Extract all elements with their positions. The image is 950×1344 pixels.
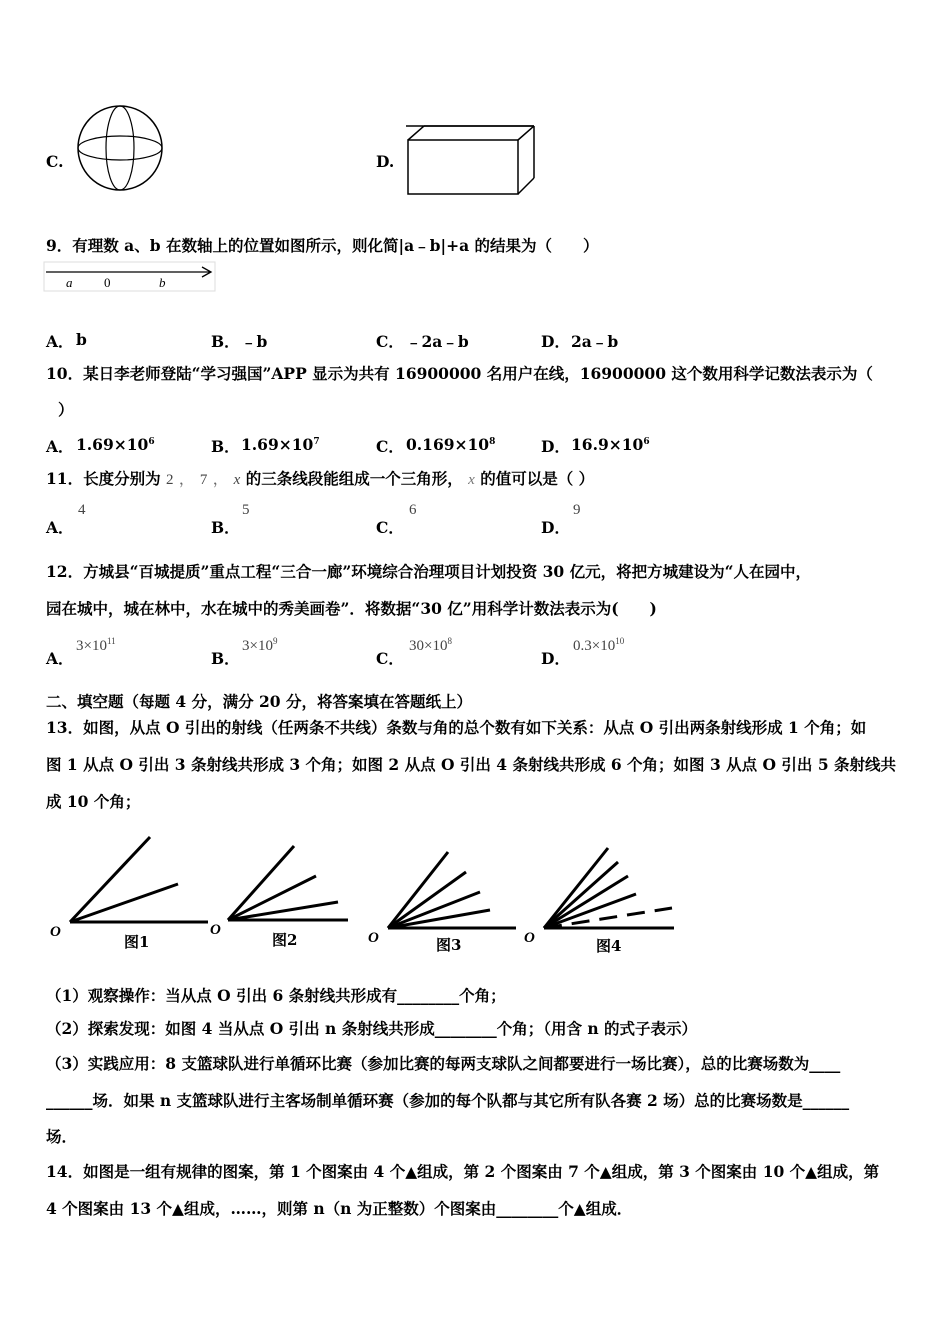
sphere-figure [76,104,164,192]
q11-option-c-label: C． [376,518,404,537]
q11-option-b-label: B． [211,518,240,537]
q11-var-1: x [233,472,241,488]
figure4-origin-label: O [524,930,535,946]
q11-option-d-label: D． [541,518,570,537]
q9-option-a-label: A． [46,332,74,351]
figure3-caption: 图3 [436,936,462,954]
q11-n2: 7 [199,472,208,488]
q13-stem-line3: 成 10 个角； [46,792,141,811]
q12-option-a-value: $3\times 10^{11}$ [76,636,116,654]
axis-label-b: b [159,275,166,290]
q11-text-a: 11．长度分别为 [46,469,161,488]
q10-option-c-value: $0.169\times 10^8$ [406,435,496,454]
q11-option-c-value: 6 [409,502,417,518]
q10-option-b-value: $1.69\times 10^7$ [241,435,320,454]
option-d-label: D. [376,152,395,171]
q12-option-a-label: A． [46,649,74,668]
q11-var-2: x [468,472,475,488]
q9-option-d-label: D． [541,332,570,351]
q10-stem-line1: 10．某日李老师登陆“学习强国”APP 显示为共有 16900000 名用户在线，16900000 这个数用科学记数法表示为（ [46,364,873,383]
q11-text-b: 的三条线段能组成一个三角形， [245,469,463,488]
q9-option-b-value: ﹣b [241,332,268,351]
q9-option-a-value: b [76,330,87,349]
rays-figure-4 [522,840,682,965]
figure2-caption: 图2 [272,931,298,949]
q12-stem-line1: 12．方城县“百城提质”重点工程“三合一廊”环境综合治理项目计划投资 30 亿元，将把方城建设为“人在园中， [46,562,812,581]
q11-n1: 2 [165,472,174,488]
q11-option-b-value: 5 [242,502,250,518]
figure1-origin-label: O [50,924,61,940]
q14-stem-line2: 4 个图案由 13 个▲组成，……，则第 n（n 为正整数）个图案由________个▲组成． [46,1199,633,1218]
q13-sub3-line1: （3）实践应用：8 支篮球队进行单循环比赛（参加比赛的每两支球队之间都要进行一场比赛），总的比赛场数为____ [46,1054,841,1073]
q10-option-a-value: $1.69\times 10^6$ [76,435,155,454]
q13-stem-line1: 13．如图，从点 O 引出的射线（任两条不共线）条数与角的总个数有如下关系：从点 O 引出两条射线形成 1 个角；如 [46,718,867,737]
q12-option-c-label: C． [376,649,404,668]
q12-option-d-value: $0.3\times 10^{10}$ [573,636,625,654]
q12-option-b-label: B． [211,649,240,668]
q9-option-c-value: ﹣2a﹣b [406,332,469,351]
option-c-label: C. [46,152,64,171]
axis-label-zero: 0 [104,275,111,290]
q12-option-b-value: $3\times 10^9$ [242,636,278,654]
figure2-origin-label: O [210,922,221,938]
q9-option-d-value: 2a﹣b [571,332,619,351]
q10-option-b-label: B． [211,437,240,456]
number-line-figure [44,262,216,292]
q9-option-b-label: B． [211,332,240,351]
figure4-caption: 图4 [596,937,622,955]
q10-option-d-label: D． [541,437,570,456]
q12-option-c-value: $30\times 10^8$ [409,636,452,654]
q12-stem-line2: 园在城中，城在林中，水在城中的秀美画卷”．将数据“30 亿”用科学计数法表示为( ) [46,599,657,618]
rays-figure-3 [366,840,521,965]
q10-option-c-label: C． [376,437,404,456]
box-figure [404,122,536,198]
q11-text-c: 的值可以是（ ） [480,469,595,488]
q13-sub3-line3: 场． [46,1127,78,1146]
q10-option-a-label: A． [46,437,74,456]
q13-stem-line2: 图 1 从点 O 引出 3 条射线共形成 3 个角；如图 2 从点 O 引出 4 条射线共形成 6 个角；如图 3 从点 O 引出 5 条射线共 [46,755,897,774]
figure1-caption: 图1 [124,933,150,951]
q14-stem-line1: 14．如图是一组有规律的图案，第 1 个图案由 4 个▲组成，第 2 个图案由 7 个▲组成，第 3 个图案由 10 个▲组成，第 [46,1162,880,1181]
q9-option-c-label: C． [376,332,404,351]
q10-stem-line2: ） [58,400,74,419]
q11-option-a-label: A． [46,518,74,537]
axis-label-a: a [66,275,73,290]
section-heading: 二、填空题（每题 4 分，满分 20 分，将答案填在答题纸上） [46,692,472,711]
q11-option-d-value: 9 [573,502,581,518]
q13-sub3-line2: ______场．如果 n 支篮球队进行主客场制单循环赛（参加的每个队都与其它所有队各赛 2 场）总的比赛场数是______ [46,1091,850,1110]
q11-stem: 11．长度分别为 2 ， 7 ， x 的三条线段能组成一个三角形， x 的值可以是（ ） [46,469,595,488]
q9-stem: 9．有理数 a、b 在数轴上的位置如图所示，则化简|a﹣b|+a 的结果为（ ） [46,236,599,255]
rays-figure-2 [208,832,358,957]
rays-figure-1 [48,832,213,957]
q13-sub1: （1）观察操作：当从点 O 引出 6 条射线共形成有________个角； [46,986,506,1005]
figure3-origin-label: O [368,930,379,946]
q11-option-a-value: 4 [78,502,86,518]
q13-sub2: （2）探索发现：如图 4 当从点 O 引出 n 条射线共形成________个角；（用含 n 的式子表示） [46,1019,698,1038]
q10-option-d-value: $16.9\times 10^6$ [571,435,650,454]
q12-option-d-label: D． [541,649,570,668]
